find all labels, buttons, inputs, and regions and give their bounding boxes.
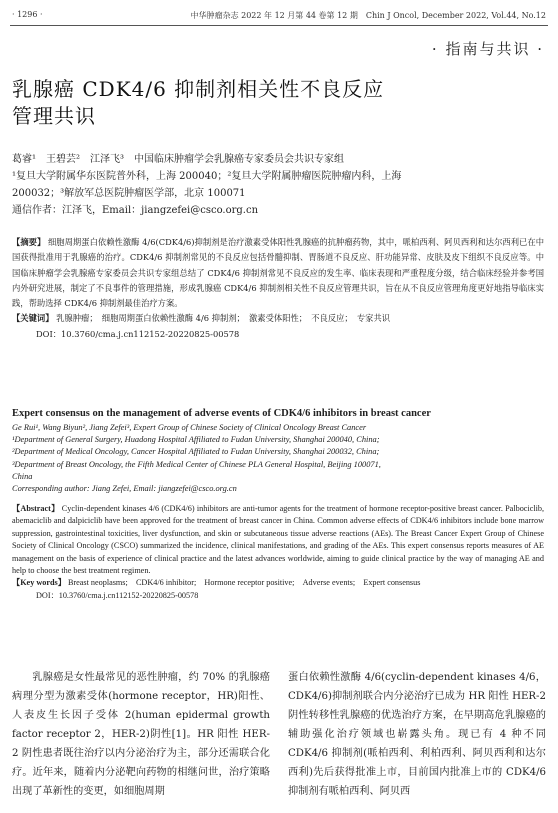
article-title [12, 76, 384, 130]
journal-info: 中华肿瘤杂志 2022 年 12 月第 44 卷第 12 期 Chin J Oncol, December 2022, Vol.44, No.12 [190, 11, 546, 20]
cn-doi: DOI：10.3760/cma.j.cn112152-20220825-00578 [36, 328, 240, 339]
en-keywords: Breast neoplasms; CDK4/6 inhibitor; Hormone receptor positive; Adverse events; Expert consensus [67, 578, 421, 588]
en-title: Expert consensus on the management of adverse events of CDK4/6 inhibitors in breast cancer [12, 408, 431, 419]
cn-keywords-label: 【关键词】 [12, 313, 54, 324]
cn-affiliation-1: ¹复旦大学附属华东医院普外科，上海 200040；²复旦大学附属肿瘤医院肿瘤内科，上海 [12, 171, 402, 182]
cn-author-block [12, 151, 546, 219]
section-tag: · 指南与共识 · [431, 40, 544, 58]
body-column-left [12, 668, 270, 801]
body-right-paragraph: 蛋白依赖性激酶 4/6(cyclin-dependent kinases 4/6，CDK4/6)抑制剂联合内分泌治疗已成为 HR 阳性 HER-2 阴性转移性乳腺癌的优选治疗方案，在早期高危乳腺癌的辅助强化治疗领域也崭露头角。现已有 4 种不同 CDK4/6 抑制剂(哌柏西利、利柏西利、阿贝西利和达尔西利)先后获得批准上市，目前国内批准上市的 CDK4/6 抑制剂有哌柏西利、阿贝西 [288, 672, 546, 797]
en-corresponding: Corresponding author: Jiang Zefei, Email: jiangzefei@csco.org.cn [12, 484, 237, 494]
en-keywords-label: 【Key words】 [12, 578, 66, 588]
cn-affiliation-2: 200032；³解放军总医院肿瘤医学部，北京 100071 [12, 188, 246, 199]
en-abstract-label: 【Abstract】 [12, 504, 60, 513]
page-number: · 1296 · [12, 10, 43, 19]
en-author-block [12, 422, 546, 495]
cn-abstract-label: 【摘要】 [12, 237, 46, 247]
en-affiliation-3b: China [12, 471, 33, 481]
en-abstract [12, 503, 544, 602]
en-abstract-text: Cyclin-dependent kinases 4/6 (CDK4/6) inhibitors are anti-tumor agents for the treatment of hormone receptor-positive breast cancer. Palbociclib, abemaciclib and dalpiciclib have been approved for the treatment of breast cancer in China. Common adverse effects of CDK4/6 inhibitors include bone marrow suppression, gastrointestinal toxicities, liver dysfunction, and skin or subcutaneous tissue adverse reactions (AEs). The Breast Cancer Expert Group of Chinese Society of Clinical Oncology (CSCO) summarized the incidence, clinical manifestations, and grading of the AEs. This expert consensus reports measures of AE management on the basis of experience of clinical practice and the latest advances worldwide, aiming to guide clinical practice by the way of managing AE and help to choose the best treatment regimen. [12, 504, 545, 576]
en-affiliation-2: ²Department of Medical Oncology, Cancer Hospital Affiliated to Fudan University, Shanghai 200032, China; [12, 447, 380, 457]
body-column-right [288, 668, 546, 801]
cn-keywords: 乳腺肿瘤； 细胞周期蛋白依赖性激酶 4/6 抑制剂； 激素受体阳性； 不良反应； 专家共识 [56, 313, 391, 324]
cn-author-names: 葛睿¹ 王碧芸² 江泽飞³ 中国临床肿瘤学会乳腺癌专家委员会共识专家组 [12, 154, 345, 165]
cn-abstract [12, 235, 544, 342]
en-affiliation-1: ¹Department of General Surgery, Huadong Hospital Affiliated to Fudan University, Shanghai 200040, China; [12, 435, 380, 445]
en-affiliation-3: ³Department of Breast Oncology, the Fifth Medical Center of Chinese PLA General Hospital, Beijing 100071, [12, 459, 381, 469]
body-left-paragraph: 乳腺癌是女性最常见的恶性肿瘤，约 70% 的乳腺癌病理分型为激素受体(hormone receptor，HR)阳性、人表皮生长因子受体 2(human epidermal growth factor receptor 2，HER-2)阴性[1]。HR 阳性 HER-2 阴性患者既往治疗以内分泌治疗为主，部分还需联合化疗。近年来，随着内分泌靶向药物的相继问世，治疗策略出现了革新性的变更，如细胞周期 [12, 672, 270, 797]
cn-abstract-text: 细胞周期蛋白依赖性激酶 4/6(CDK4/6)抑制剂是治疗激素受体阳性乳腺癌的抗肿瘤药物，其中，哌柏西利、阿贝西利和达尔西利已在中国获得批准用于乳腺癌的治疗。CDK4/6 抑制剂常见的不良反应包括骨髓抑制、胃肠道不良反应、肝功能异常、皮肤及皮下组织不良反应等。中国临床肿瘤学会乳腺癌专家委员会共识专家组总结了 CDK4/6 抑制剂常见不良反应的发生率、临床表现和严重程度分级，结合临床经验并参考国内外研究进展，制定了不良事件的管理措施，形成乳腺癌 CDK4/6 抑制剂相关性不良反应管理共识，旨在从不良反应管理角度更好地指导临床实践，帮助选择 CDK4/6 抑制剂最佳治疗方案。 [12, 237, 544, 309]
cn-corresponding: 通信作者：江泽飞，Email：jiangzefei@csco.org.cn [12, 205, 259, 216]
header-rule [10, 25, 548, 26]
en-doi: DOI：10.3760/cma.j.cn112152-20220825-00578 [36, 590, 199, 600]
title-line-1: 乳腺癌 CDK4/6 抑制剂相关性不良反应 [12, 77, 385, 101]
en-authors: Ge Rui¹, Wang Biyun², Jiang Zefei³, Expert Group of Chinese Society of Clinical Oncology Breast Cancer [12, 423, 367, 432]
title-line-2: 管理共识 [12, 104, 96, 128]
